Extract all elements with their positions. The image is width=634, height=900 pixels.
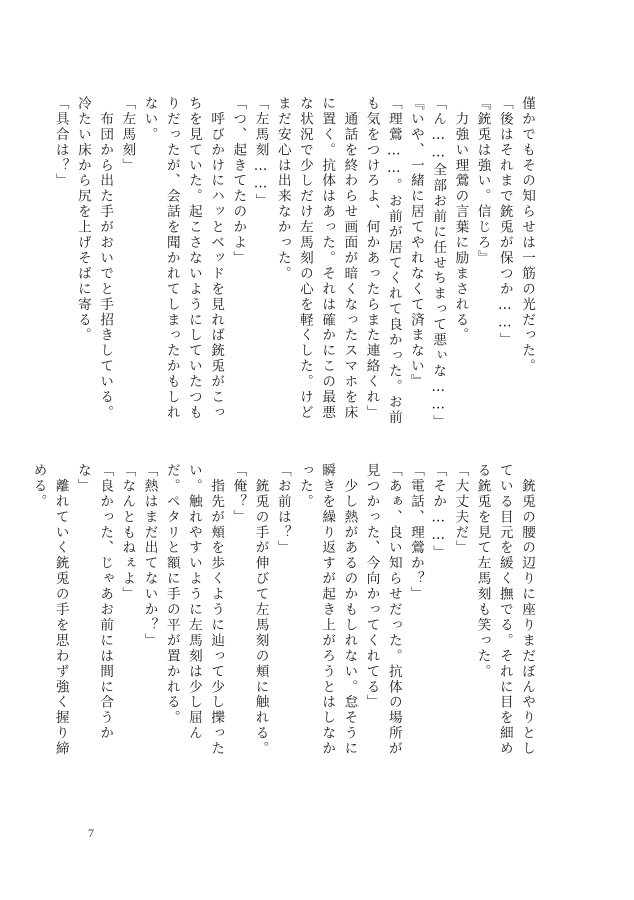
dialogue-line: 「なんともねぇよ」 bbox=[119, 463, 136, 603]
paragraph: 指先が頬を歩くように辿って少し擽ったい。触れやすいように左馬刻は少し屈んだ。ペタリと額に手の平が置かれる。 bbox=[163, 463, 225, 757]
paragraph: 僅かでもその知らせは一筋の光だった。 bbox=[519, 96, 535, 375]
paragraph: 離れていく銃兎の手を思わず強く握り締める。 bbox=[30, 463, 69, 757]
dialogue-line: 「あぁ、良い知らせだった。抗体の場所が見つかった、今向かってくれてる」 bbox=[363, 463, 402, 757]
dialogue-line: 『銃兎は強い。信じろ』 bbox=[474, 96, 491, 266]
dialogue-line: 『いや、一緒に居てやれなくて済まない』 bbox=[407, 96, 424, 390]
paragraph: 呼びかけにハッとベッドを見れば銃兎がこっちを見ていた。起こさないようにしていたつもりだったが、会話を聞かれてしまったかもしれない。 bbox=[141, 96, 225, 421]
dialogue-line: 「理鶯……。お前が居てくれて良かった。お前も気をつけろよ、何かあったらまた連絡くれ」 bbox=[363, 96, 402, 426]
dialogue-line: 「良かった、じゃあお前には間に合うかな」 bbox=[74, 463, 114, 742]
paragraph: 銃兎の腰の辺りに座りまだぼんやりとしている目元を緩く撫でる。それに目を細める銃兎を見て左馬刻も笑った。 bbox=[474, 463, 535, 757]
dialogue-line: 「そか……」 bbox=[430, 463, 447, 561]
paragraph: 銃兎の手が伸びて左馬刻の頬に触れる。 bbox=[252, 463, 269, 757]
upper-text-block bbox=[52, 96, 538, 431]
dialogue-line: 「電話、理鶯か？」 bbox=[407, 463, 424, 603]
dialogue-line: 「大丈夫だ」 bbox=[452, 463, 469, 556]
dialogue-line: 「熱はまだ出てないか？」 bbox=[141, 463, 158, 649]
dialogue-line: 「ん……全部お前に任せちまって悪ぃな……」 bbox=[430, 96, 447, 431]
paragraph: 力強い理鶯の言葉に励まされる。 bbox=[452, 96, 469, 344]
paragraph: 布団から出た手がおいでと手招きしている。冷たい床から尻を上げそばに寄る。 bbox=[74, 96, 114, 421]
paragraph: 少し熱があるのかもしれない。怠そうに瞬きを繰り返すが起き上がろうとはしなかった。 bbox=[296, 463, 358, 757]
dialogue-line: 「俺？」 bbox=[230, 463, 247, 525]
dialogue-line: 「つ、起きてたのかよ」 bbox=[230, 96, 247, 266]
dialogue-line: 「具合は？」 bbox=[52, 96, 69, 189]
paragraph: 通話を終わらせ画面が暗くなったスマホを床に置く。抗体はあった。それは確かにこの最悪な状況で少しだけ左馬刻の心を軽くした。けどまだ安心は出来なかった。 bbox=[274, 96, 358, 421]
dialogue-line: 「後はそれまで銃兎が保つか……」 bbox=[496, 96, 513, 348]
page-number: 7 bbox=[88, 826, 94, 840]
dialogue-line: 「お前は？」 bbox=[274, 463, 291, 556]
lower-text-block bbox=[30, 463, 538, 763]
dialogue-line: 「左馬刻……」 bbox=[252, 96, 269, 209]
dialogue-line: 「左馬刻」 bbox=[119, 96, 136, 174]
